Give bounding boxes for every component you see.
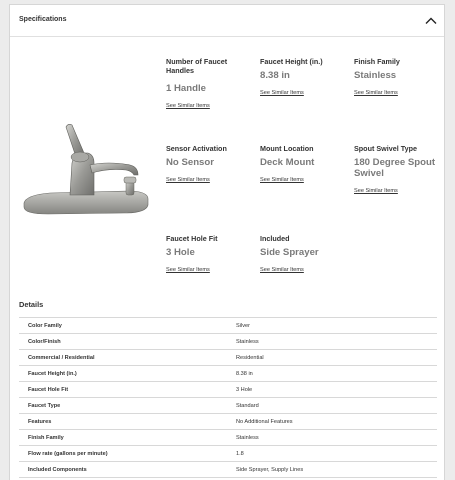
row-key: Included Components bbox=[28, 467, 87, 473]
spec-finish-family bbox=[354, 57, 440, 99]
table-row bbox=[19, 366, 437, 382]
spec-value: Side Sprayer bbox=[260, 247, 319, 258]
spec-label: Faucet Hole Fit bbox=[166, 234, 218, 243]
see-similar-items-link[interactable]: See Similar Items bbox=[166, 103, 210, 109]
spec-faucet-height bbox=[260, 57, 346, 99]
spec-label: Spout Swivel Type bbox=[354, 144, 417, 153]
row-key: Faucet Type bbox=[28, 403, 61, 409]
row-value: Stainless bbox=[236, 435, 259, 441]
specifications-title: Specifications bbox=[19, 16, 67, 23]
row-value: Standard bbox=[236, 403, 259, 409]
row-key: Faucet Height (in.) bbox=[28, 371, 77, 377]
details-table bbox=[19, 317, 437, 478]
table-row bbox=[19, 382, 437, 398]
spec-spout-swivel-type bbox=[354, 144, 440, 197]
specifications-header[interactable] bbox=[10, 5, 444, 37]
table-row bbox=[19, 430, 437, 446]
table-row bbox=[19, 318, 437, 334]
spec-label: Number of Faucet Handles bbox=[166, 57, 228, 75]
row-value: 3 Hole bbox=[236, 387, 253, 393]
table-row bbox=[19, 398, 437, 414]
row-key: Finish Family bbox=[28, 435, 64, 441]
row-value: Silver bbox=[236, 323, 250, 329]
specifications-panel bbox=[9, 4, 445, 480]
row-value: 8.38 in bbox=[236, 371, 253, 377]
row-value: Stainless bbox=[236, 339, 259, 345]
table-row bbox=[19, 350, 437, 366]
row-key: Faucet Hole Fit bbox=[28, 387, 69, 393]
spec-value: 1 Handle bbox=[166, 83, 206, 94]
row-key: Color Family bbox=[28, 323, 62, 329]
row-value: Residential bbox=[236, 355, 264, 361]
spec-label: Finish Family bbox=[354, 57, 400, 66]
spec-label: Faucet Height (in.) bbox=[260, 57, 323, 66]
see-similar-items-link[interactable]: See Similar Items bbox=[260, 267, 304, 273]
spec-value: 3 Hole bbox=[166, 247, 195, 258]
spec-value: No Sensor bbox=[166, 157, 214, 168]
spec-value: Deck Mount bbox=[260, 157, 315, 168]
spec-included bbox=[260, 234, 346, 276]
spec-label: Sensor Activation bbox=[166, 144, 227, 153]
spec-label: Included bbox=[260, 234, 290, 243]
faucet-product-image bbox=[20, 53, 154, 234]
row-key: Flow rate (gallons per minute) bbox=[28, 451, 108, 457]
row-value: No Additional Features bbox=[236, 419, 293, 425]
table-row bbox=[19, 446, 437, 462]
details-title: Details bbox=[19, 300, 44, 309]
row-key: Color/Finish bbox=[28, 339, 61, 345]
spec-label: Mount Location bbox=[260, 144, 314, 153]
spec-faucet-hole-fit bbox=[166, 234, 252, 276]
table-row bbox=[19, 414, 437, 430]
spec-mount-location bbox=[260, 144, 346, 186]
row-value: 1.8 bbox=[236, 451, 244, 457]
row-key: Commercial / Residential bbox=[28, 355, 95, 361]
see-similar-items-link[interactable]: See Similar Items bbox=[260, 177, 304, 183]
see-similar-items-link[interactable]: See Similar Items bbox=[166, 267, 210, 273]
spec-value: 8.38 in bbox=[260, 70, 290, 81]
spec-sensor-activation bbox=[166, 144, 252, 186]
spec-value: Stainless bbox=[354, 70, 397, 81]
see-similar-items-link[interactable]: See Similar Items bbox=[354, 188, 398, 194]
see-similar-items-link[interactable]: See Similar Items bbox=[166, 177, 210, 183]
row-key: Features bbox=[28, 419, 52, 425]
table-row bbox=[19, 462, 437, 478]
see-similar-items-link[interactable]: See Similar Items bbox=[354, 90, 398, 96]
spec-value: 180 Degree Spout Swivel bbox=[354, 157, 436, 179]
spec-faucet-handles bbox=[166, 57, 252, 112]
see-similar-items-link[interactable]: See Similar Items bbox=[260, 90, 304, 96]
table-row bbox=[19, 334, 437, 350]
row-value: Side Sprayer, Supply Lines bbox=[236, 467, 304, 473]
chevron-up-icon[interactable] bbox=[424, 14, 438, 28]
